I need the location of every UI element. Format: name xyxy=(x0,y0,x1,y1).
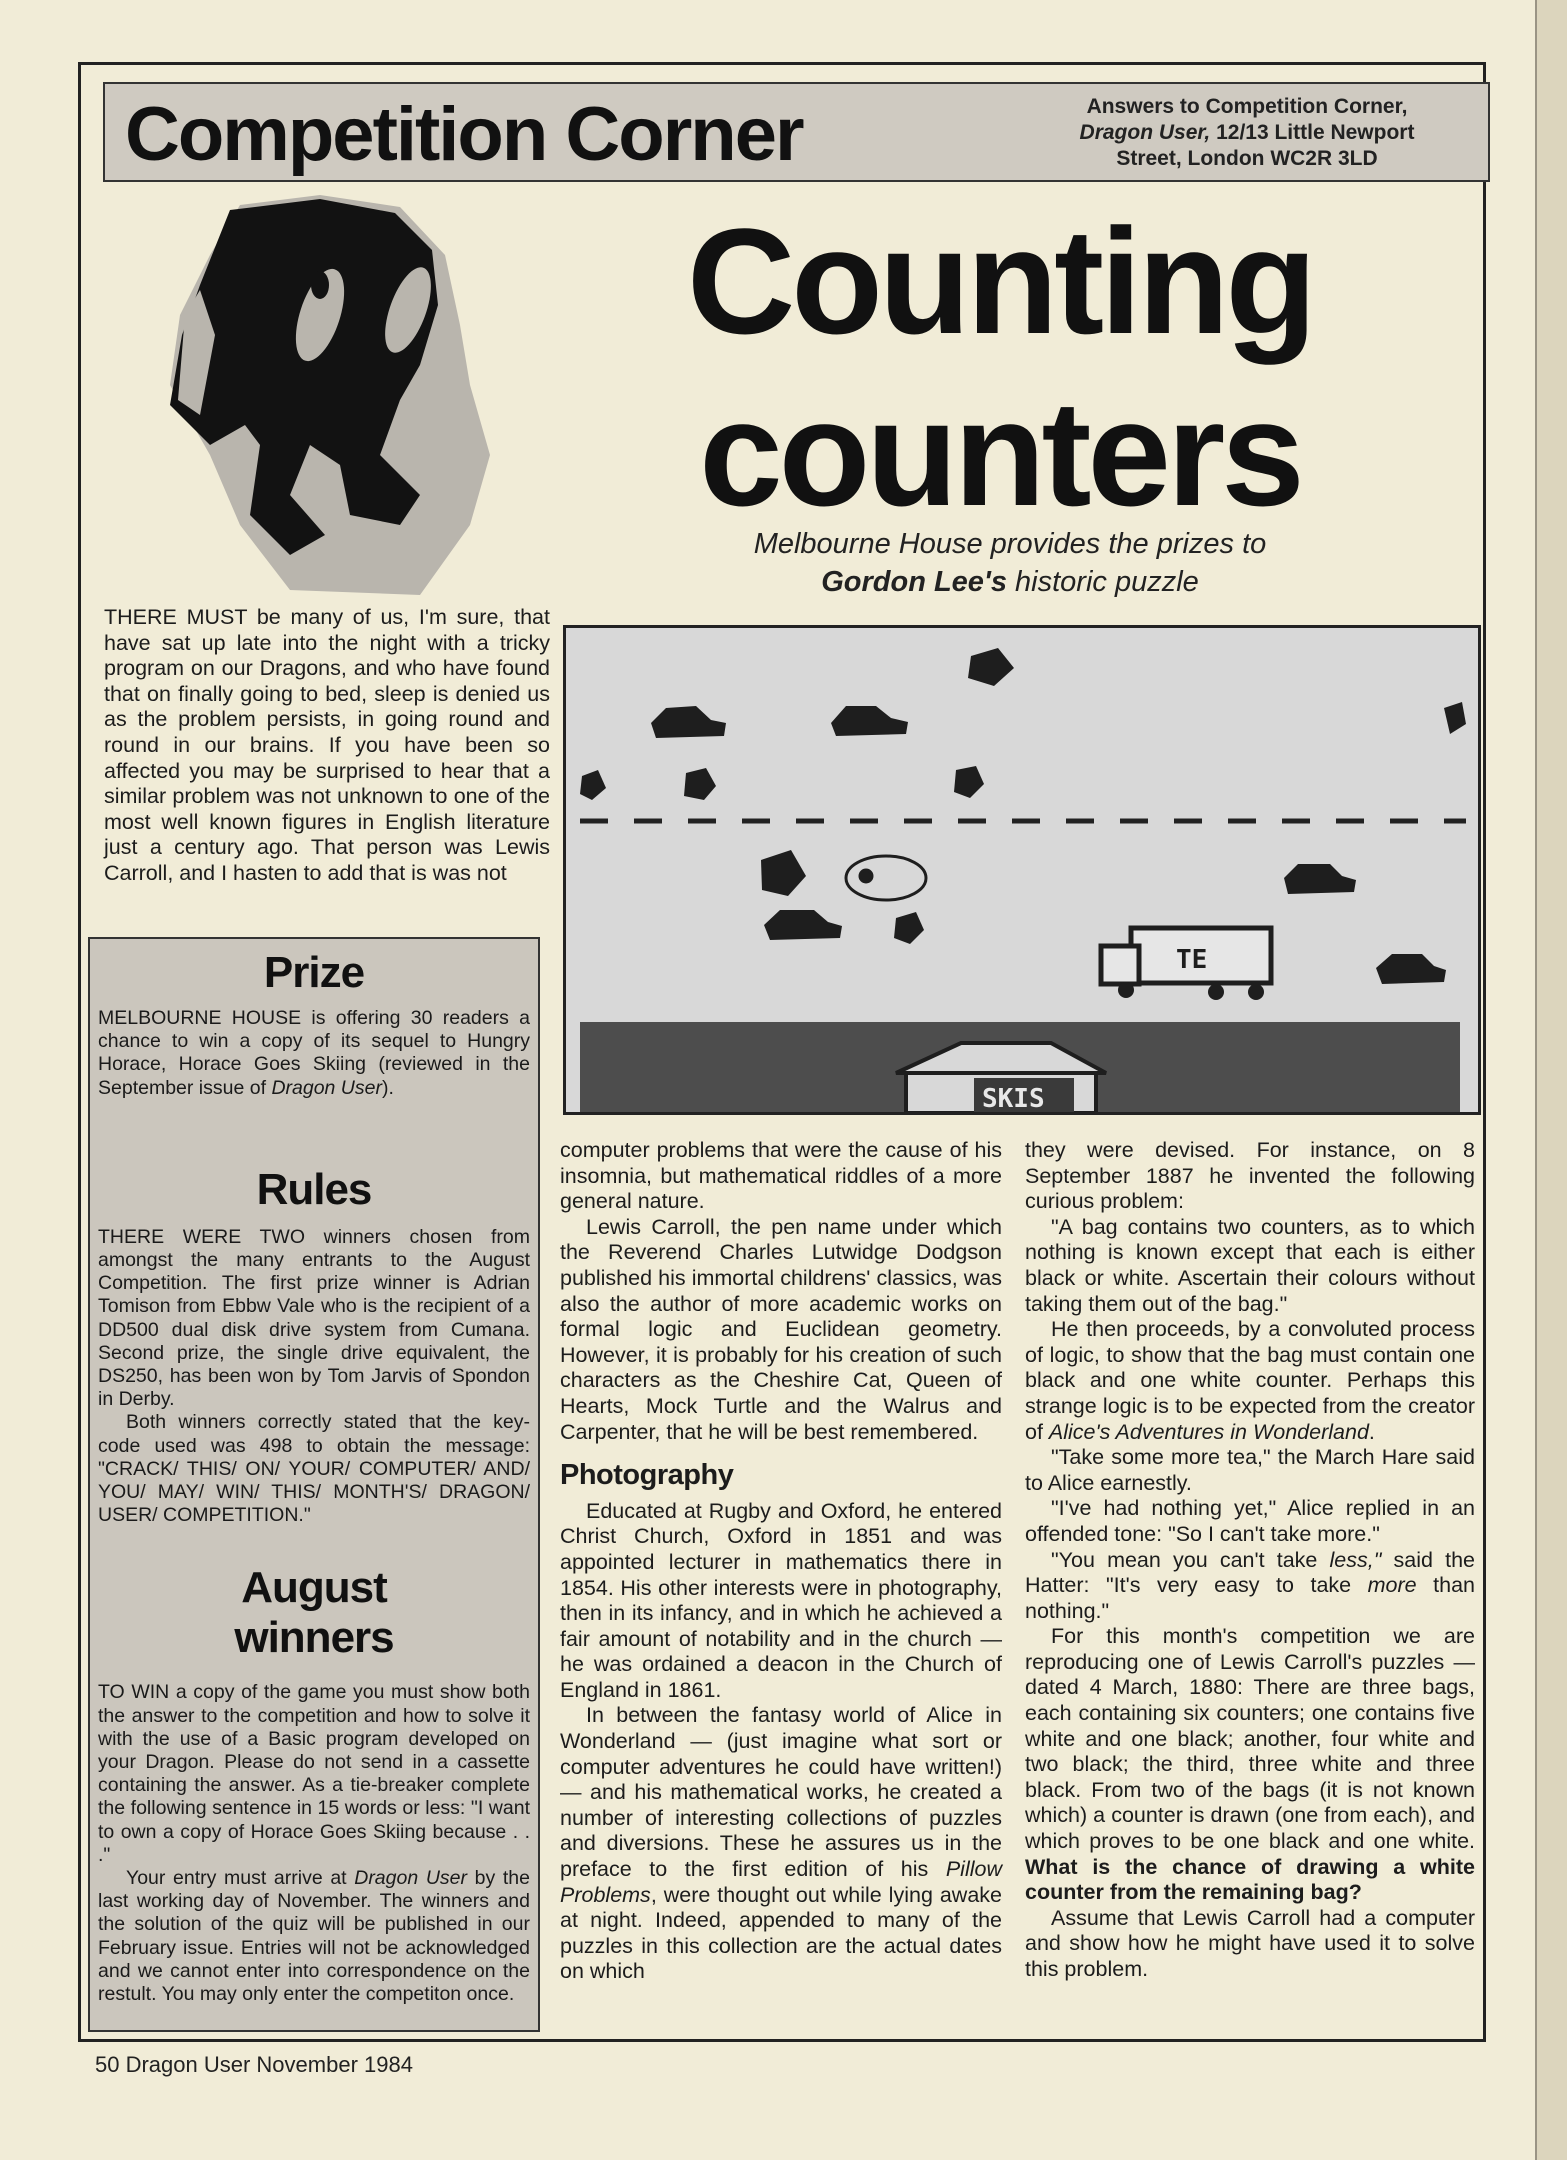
photography-subhead: Photography xyxy=(560,1459,734,1492)
rules-paragraph-2: Both winners correctly stated that the key-code used was 498 to obtain the message: "CRACK/ THIS/ ON/ YOUR/ COMPUTER/ AND/ YOU/ MAY/ WIN/ THIS/ MONTH'S/ DRAGON/ USER/ COMPETITION." xyxy=(98,1411,530,1527)
lorry-label: TE xyxy=(1176,945,1208,975)
article-column-3 xyxy=(1025,1138,1475,1983)
horace-character-graphic xyxy=(170,195,490,600)
standfirst: Melbourne House provides the prizes to Gordon Lee's historic puzzle xyxy=(753,528,1267,598)
prize-heading: Prize xyxy=(263,948,365,997)
section-header xyxy=(103,82,1490,182)
prize-text: MELBOURNE HOUSE is offering 30 readers a chance to win a copy of its sequel to Hungry Horace, Horace Goes Skiing (reviewed in the September issue of Dragon User). xyxy=(98,1007,530,1099)
col3-paragraph-1: they were devised. For instance, on 8 September 1887 he invented the following curious problem: xyxy=(1025,1138,1475,1214)
headline: Counting counters xyxy=(686,197,1314,537)
col3-paragraph-3: He then proceeds, by a convoluted process of logic, to show that the bag must contain one black and one white counter. Perhaps this strange logic is to be expected from the creator of Alice's Adventures in Wonderland. xyxy=(1025,1317,1475,1444)
deadline-paragraph: Your entry must arrive at Dragon User by the last working day of November. The winners and the solution of the quiz will be published in our February issue. Entries will not be acknowledged and we cannot enter into correspondence on the restult. You may only enter the competiton once. xyxy=(98,1867,530,2006)
col3-paragraph-6: "You mean you can't take less," said the Hatter: "It's very easy to take more than nothing." xyxy=(1025,1547,1475,1623)
answers-address: Answers to Competition Corner, Dragon User, 12/13 Little Newport Street, London WC2R 3LD xyxy=(1079,95,1415,170)
col2-paragraph-1: computer problems that were the cause of his insomnia, but mathematical riddles of a more general nature. xyxy=(560,1138,1002,1214)
page-edge xyxy=(1535,0,1567,2160)
col3-paragraph-5: "I've had nothing yet," Alice replied in an offended tone: "So I can't take more." xyxy=(1025,1496,1475,1546)
col3-paragraph-7: For this month's competition we are reproducing one of Lewis Carroll's puzzles — dated 4 March, 1880: There are three bags, each containing six counters; one contains five white and one black; another, four white and two black; the third, three white and three black. From two of the bags (it is not known which) a counter is drawn (one from each), and which proves to be one black and one white. What is the chance of drawing a white counter from the remaining bag? xyxy=(1025,1624,1475,1905)
entry-rules-paragraph: TO WIN a copy of the game you must show both the answer to the competition and how to solve it with the use of a Basic program developed on your Dragon. Please do not send in a cassette containing the answer. As a tie-breaker complete the following sentence in 15 words or less: "I want to own a copy of Horace Goes Skiing because . . ." xyxy=(98,1681,530,1866)
rules-heading: Rules xyxy=(256,1164,372,1214)
skis-sign: SKIS xyxy=(982,1084,1045,1112)
intro-paragraph: THERE MUST be many of us, I'm sure, that have sat up late into the night with a tricky program on our Dragons, and who have found that on finally going to bed, sleep is denied us as the problem persists, in going round and round in our brains. If you have been so affected you may be surprised to hear that a similar problem was not unknown to one of the most well known figures in English literature just a century ago. That person was Lewis Carroll, and I hasten to add that is was not xyxy=(104,605,550,885)
section-title: Competition Corner xyxy=(125,92,803,177)
col2-paragraph-2: Lewis Carroll, the pen name under which the Reverend Charles Lutwidge Dodgson published his immortal childrens' classics, was also the author of more academic works on formal logic and Euclidean geometry. However, it is probably for his creation of such characters as the Cheshire Cat, Queen of Hearts, Mock Turtle and the Walrus and Carpenter, that he will be best remembered. xyxy=(560,1214,1002,1444)
game-screenshot xyxy=(563,625,1481,1115)
article-column-2 xyxy=(560,1138,1002,1985)
page-footer: 50 Dragon User November 1984 xyxy=(95,2052,413,2077)
col3-paragraph-2: "A bag contains two counters, as to which nothing is known except that each is either black or white. Ascertain their colours without taking them out of the bag." xyxy=(1025,1214,1475,1316)
col3-paragraph-4: "Take some more tea," the March Hare said to Alice earnestly. xyxy=(1025,1445,1475,1495)
rules-paragraph-1: THERE WERE TWO winners chosen from amongst the many entrants to the August Competition. The first prize winner is Adrian Tomison from Ebbw Vale who is the recipient of a DD500 dual disk drive system from Cumana. Second prize, the single drive equivalent, the DS250, has been won by Tom Jarvis of Spondon in Derby. xyxy=(98,1225,530,1411)
august-winners-heading: August winners xyxy=(234,1563,394,1663)
col2-paragraph-3: Educated at Rugby and Oxford, he entered Christ Church, Oxford in 1851 and was appointed lecturer in mathematics there in 1854. His other interests were in photography, then in its infancy, and in which he achieved a fair amount of notability and in the church — he was ordained a deacon in the Church of England in 1861. xyxy=(560,1498,1002,1702)
col2-paragraph-4: In between the fantasy world of Alice in Wonderland — (just imagine what sort or computer adventures he could have written!) — and his mathematical works, he created a number of interesting collections of puzzles and diversions. These he assures us in the preface to the first edition of his Pillow Problems, were thought out while lying awake at night. Indeed, appended to many of the puzzles in this collection are the actual dates on which xyxy=(560,1703,1002,1984)
col3-paragraph-8: Assume that Lewis Carroll had a computer and show how he might have used it to solve this problem. xyxy=(1025,1905,1475,1981)
competition-sidebar xyxy=(88,937,540,2032)
